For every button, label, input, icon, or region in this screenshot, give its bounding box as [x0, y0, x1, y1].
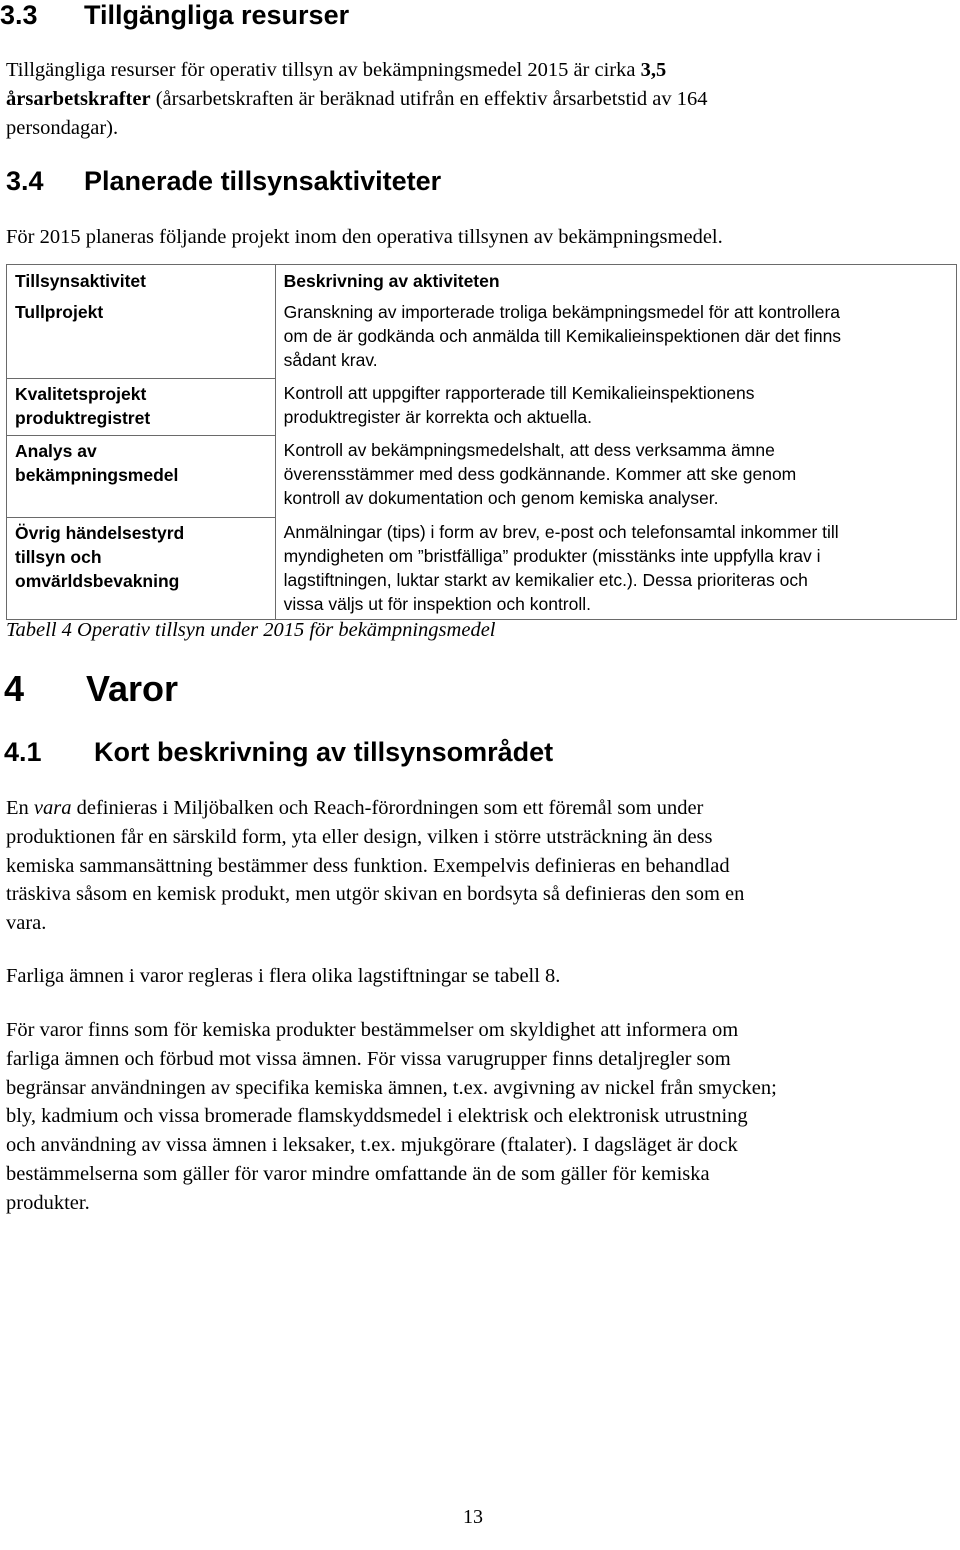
paragraph-line: farliga ämnen och förbud mot vissa ämnen. För vissa varugrupper finns detaljregler som — [6, 1047, 731, 1070]
heading-3-4 — [6, 166, 441, 196]
activity-line: omvärldsbevakning — [15, 570, 180, 591]
paragraph-regulation — [6, 962, 560, 991]
paragraph-line: persondagar). — [6, 116, 119, 139]
activity-line: Övrig händelsestyrd — [15, 522, 185, 543]
activity-cell — [7, 435, 276, 517]
paragraph-line: vara. — [6, 912, 47, 935]
paragraph-line — [6, 85, 707, 114]
description-cell — [275, 517, 956, 620]
header-activity: Tillsynsaktivitet — [7, 265, 276, 296]
bold-text: årsarbetskrafter — [6, 87, 151, 110]
description-line: Kontroll att uppgifter rapporterade till Kemikalieinspektionens — [283, 383, 755, 403]
description-line: sådant krav. — [283, 350, 378, 370]
description-line: produktregister är korrekta och aktuella. — [283, 407, 592, 427]
paragraph-line — [6, 56, 707, 85]
table-row — [7, 378, 957, 435]
description-line: lagstiftningen, luktar starkt av kemikalier etc.). Dessa prioriteras och — [283, 570, 808, 590]
description-line: vissa väljs ut för inspektion och kontroll. — [283, 594, 592, 614]
paragraph-line: bly, kadmium och vissa bromerade flamskyddsmedel i elektrisk och elektronisk utrustning — [6, 1105, 748, 1128]
heading-number: 4.1 — [4, 737, 42, 767]
paragraph-planned — [6, 223, 723, 252]
header-description: Beskrivning av aktiviteten — [275, 265, 956, 296]
description-cell — [275, 435, 956, 517]
activity-line: Tullprojekt — [15, 302, 104, 322]
description-line: Anmälningar (tips) i form av brev, e-post och telefonsamtal inkommer till — [283, 522, 839, 542]
text-span: En — [6, 797, 34, 819]
heading-4 — [4, 669, 178, 709]
table-row — [7, 295, 957, 378]
paragraph-line: kemiska sammansättning bestämmer dess funktion. Exempelvis definieras en behandlad — [6, 854, 730, 877]
italic-text: vara — [33, 797, 72, 819]
heading-3-3 — [0, 0, 349, 30]
activity-line: Analys av — [15, 440, 97, 461]
description-line: Kontroll av bekämpningsmedelshalt, att dess verksamma ämne — [283, 440, 775, 460]
heading-title: Kort beskrivning av tillsynsområdet — [94, 737, 554, 767]
table-header-row — [7, 265, 957, 296]
activity-line: Kvalitetsprojekt — [15, 383, 147, 404]
paragraph-line: produkter. — [6, 1191, 90, 1214]
heading-title: Tillgängliga resurser — [84, 0, 350, 30]
heading-number: 3.3 — [0, 0, 38, 30]
activity-cell — [7, 378, 276, 435]
paragraph-line: bestämmelserna som gäller för varor mindre omfattande än de som gäller för kemiska — [6, 1162, 710, 1185]
paragraph-line — [6, 794, 744, 823]
paragraph-rules — [6, 1016, 777, 1218]
description-line: överensstämmer med dess godkännande. Kommer att ske genom — [283, 464, 797, 484]
description-line: om de är godkända och anmälda till Kemikalieinspektionen där det finns — [283, 326, 842, 346]
activity-line: tillsyn och — [15, 546, 102, 567]
heading-number: 4 — [4, 668, 25, 709]
activities-table — [6, 264, 957, 620]
bold-text: 3,5 — [640, 59, 667, 81]
activity-line: bekämpningsmedel — [15, 464, 179, 485]
activity-line: produktregistret — [15, 407, 151, 428]
paragraph-line: Farliga ämnen i varor regleras i flera olika lagstiftningar se tabell 8. — [6, 965, 561, 987]
text-span: Tillgängliga resurser för operativ tillsyn av bekämpningsmedel 2015 är cirka — [6, 59, 641, 81]
paragraph-line: och användning av vissa ämnen i leksaker, t.ex. mjukgörare (ftalater). I dagsläget är dock — [6, 1134, 738, 1157]
paragraph-line: För varor finns som för kemiska produkter bestämmelser om skyldighet att informera om — [6, 1019, 739, 1041]
heading-title: Planerade tillsynsaktiviteter — [84, 166, 442, 196]
table-row — [7, 435, 957, 517]
paragraph-line: För 2015 planeras följande projekt inom den operativa tillsynen av bekämpningsmedel. — [6, 226, 723, 248]
table-caption: Tabell 4 Operativ tillsyn under 2015 för bekämpningsmedel — [6, 619, 496, 641]
description-cell — [275, 295, 956, 378]
heading-number: 3.4 — [6, 166, 44, 196]
heading-title: Varor — [86, 668, 179, 709]
paragraph-definition — [6, 794, 744, 938]
text-span: definieras i Miljöbalken och Reach-förordningen som ett föremål som under — [71, 797, 704, 819]
paragraph-resources — [6, 56, 707, 142]
heading-4-1 — [4, 737, 553, 767]
activity-cell — [7, 517, 276, 620]
paragraph-line: begränsar användningen av specifika kemiska ämnen, t.ex. avgivning av nickel från smycken; — [6, 1076, 777, 1099]
text-span: (årsarbetskraften är beräknad utifrån en effektiv årsarbetstid av 164 — [150, 87, 708, 110]
paragraph-line: träskiva såsom en kemisk produkt, men utgör skivan en bordsyta så definieras den som en — [6, 883, 745, 906]
page-number: 13 — [463, 1506, 483, 1528]
description-line: myndigheten om ”bristfälliga” produkter (misstänks inte uppfylla krav i — [283, 546, 821, 566]
paragraph-line: produktionen får en särskild form, yta eller design, vilken i större utsträckning än dess — [6, 825, 713, 848]
activity-cell — [7, 295, 276, 378]
description-line: kontroll av dokumentation och genom kemiska analyser. — [283, 488, 719, 508]
table-row — [7, 517, 957, 620]
description-line: Granskning av importerade troliga bekämpningsmedel för att kontrollera — [283, 302, 841, 322]
description-cell — [275, 378, 956, 435]
